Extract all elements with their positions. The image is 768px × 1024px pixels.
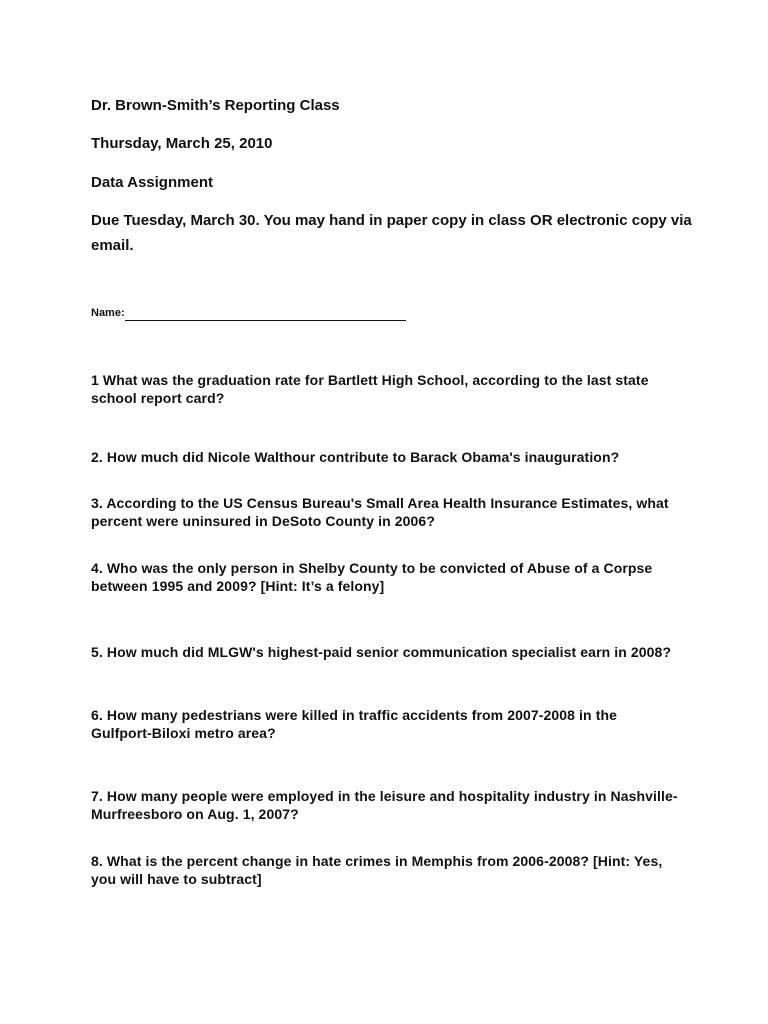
name-blank-line [125, 309, 406, 321]
question-1: 1 What was the graduation rate for Bartlett High School, according to the last state school report card? [91, 372, 649, 406]
question-2: 2. How much did Nicole Walthour contribute to Barack Obama's inauguration? [91, 449, 620, 465]
name-field [91, 305, 406, 321]
question-5: 5. How much did MLGW's highest-paid senior communication specialist earn in 2008? [91, 644, 672, 660]
assignment-date: Thursday, March 25, 2010 [91, 135, 273, 152]
question-4: 4. Who was the only person in Shelby County to be convicted of Abuse of a Corpse between 1995 and 2009? [Hint: It’s a felony] [91, 560, 653, 594]
question-8: 8. What is the percent change in hate crimes in Memphis from 2006-2008? [Hint: Yes, you will have to subtract] [91, 853, 663, 887]
name-label: Name: [91, 307, 125, 319]
question-6: 6. How many pedestrians were killed in traffic accidents from 2007-2008 in the Gulfport-Biloxi metro area? [91, 707, 617, 741]
question-7: 7. How many people were employed in the leisure and hospitality industry in Nashville-Murfreesboro on Aug. 1, 2007? [91, 788, 678, 822]
class-title: Dr. Brown-Smith’s Reporting Class [91, 97, 340, 114]
question-3: 3. According to the US Census Bureau's Small Area Health Insurance Estimates, what percent were uninsured in DeSoto County in 2006? [91, 495, 669, 529]
due-date-instructions: Due Tuesday, March 30. You may hand in paper copy in class OR electronic copy via email. [91, 212, 692, 254]
assignment-title: Data Assignment [91, 174, 213, 191]
